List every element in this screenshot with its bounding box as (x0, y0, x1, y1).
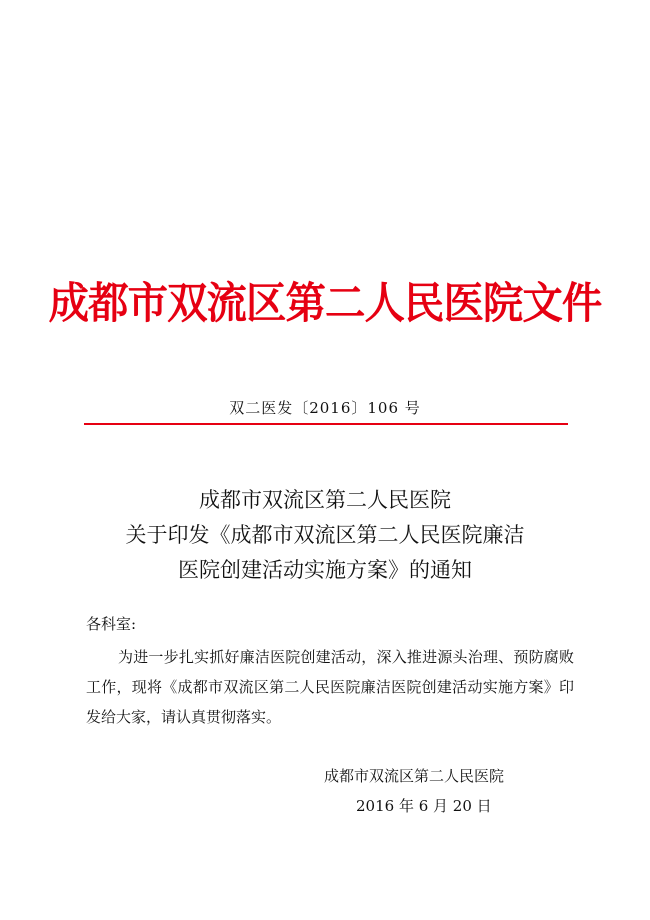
notice-title (0, 483, 650, 588)
notice-body: 为进一步扎实抓好廉洁医院创建活动，深入推进源头治理、预防腐败工作，现将《成都市双流区第二人民医院廉洁医院创建活动实施方案》印发给大家，请认真贯彻落实。 (86, 648, 574, 726)
notice-title-line-3: 医院创建活动实施方案》的通知 (178, 558, 472, 582)
notice-title-line-2: 关于印发《成都市双流区第二人民医院廉洁 (125, 523, 525, 547)
issue-date: 2016 年 6 月 20 日 (356, 797, 492, 815)
document-number: 双二医发〔2016〕106 号 (229, 399, 421, 417)
signature-organization: 成都市双流区第二人民医院 (324, 767, 505, 785)
notice-title-line-1: 成都市双流区第二人民医院 (199, 488, 451, 512)
red-divider-line (84, 423, 568, 425)
document-header-title: 成都市双流区第二人民医院文件 (48, 279, 602, 329)
addressee: 各科室: (86, 615, 137, 633)
